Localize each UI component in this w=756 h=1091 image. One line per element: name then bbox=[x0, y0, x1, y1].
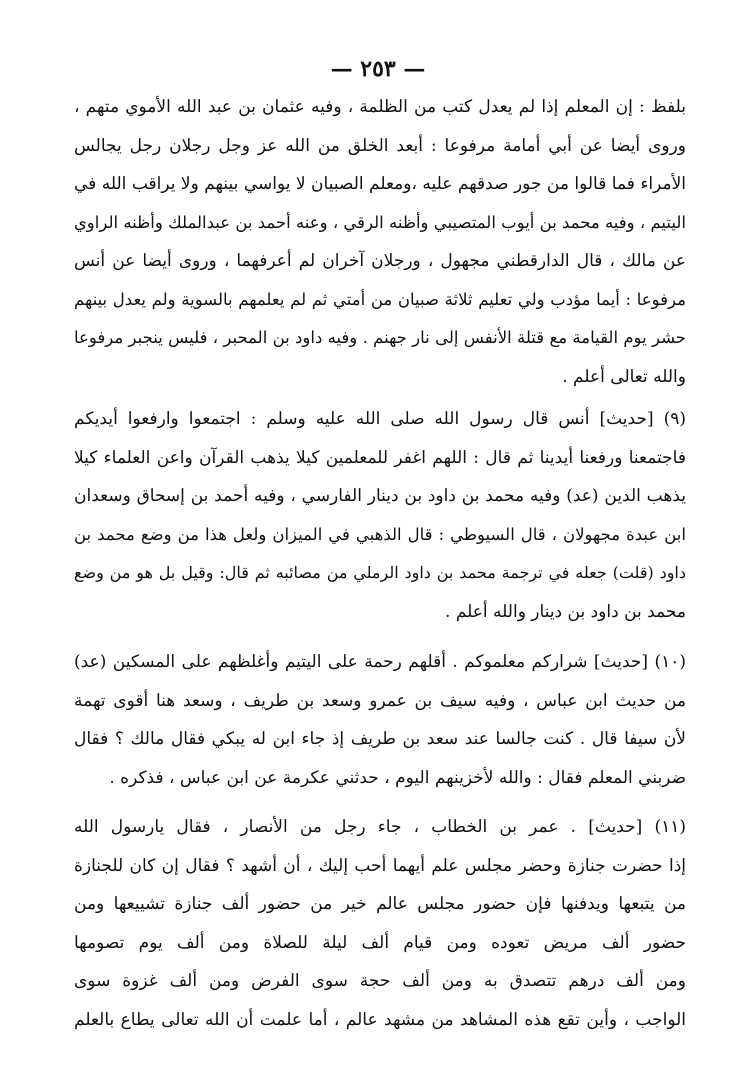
text-line: يذهب الدين (عد) وفيه محمد بن داود بن دينار الفارسي ، وفيه أحمد بن إسحاق وسعدان bbox=[74, 486, 686, 506]
text-line: (١٠) [حديث] شراركم معلموكم . أقلهم رحمة على اليتيم وأغلظهم على المسكين (عد) bbox=[74, 652, 686, 672]
paragraph bbox=[74, 400, 686, 631]
text-line: ابن عبدة مجهولان ، قال السيوطي : قال الذهبي في الميزان ولعل هذا من وضع محمد بن bbox=[74, 524, 686, 544]
text-line: الواجب ، وأين تقع هذه المشاهد من مشهد عالم ، أما علمت أن الله تعالى يطاع بالعلم bbox=[74, 1009, 686, 1030]
text-line: مرفوعا : أيما مؤدب ولي تعليم ثلاثة صبيان من أمتي ثم لم يعلمهم بالسوية ولم يعدل بينهم bbox=[74, 289, 686, 309]
text-line: حضور ألف مريض تعوده ومن قيام ألف ليلة للصلاة ومن ألف يوم تصومها bbox=[74, 932, 686, 953]
text-line: من يتبعها ويدفنها فإن حضور مجلس عالم خير من حضور ألف جنازة تشييعها ومن bbox=[74, 894, 686, 914]
text-line: محمد بن داود بن دينار والله أعلم . bbox=[445, 601, 686, 622]
text-line: ومن ألف درهم تتصدق به ومن ألف حجة سوى الفرض ومن ألف غزوة سوى bbox=[74, 971, 686, 991]
text-line: من حديث ابن عباس ، وفيه سيف بن عمرو وسعد بن طريف ، وسعد هنا أقوى تهمة bbox=[74, 690, 686, 711]
text-line: (١١) [حديث] . عمر بن الخطاب ، جاء رجل من الأنصار ، فقال يارسول الله bbox=[74, 817, 686, 837]
text-line: اليتيم ، وفيه محمد بن أيوب المتصيبي وأظنه الرقي ، وعنه أحمد بن عبدالملك وأظنه الراوي bbox=[74, 212, 686, 232]
text-line: فاجتمعنا ورفعنا أيدينا ثم قال : اللهم اغفر للمعلمين كيلا يذهب القرآن واعن العلماء كيلا bbox=[74, 447, 686, 468]
text-line: (٩) [حديث] أنس قال رسول الله صلى الله عليه وسلم : اجتمعوا وارفعوا أيديكم bbox=[74, 409, 686, 429]
text-line: الأمراء فما قالوا من جور صدقهم عليه ،ومعلم الصبيان لا يواسي بينهم ولا يراقب الله في bbox=[74, 174, 686, 194]
paragraph bbox=[74, 808, 686, 1039]
text-line: عن مالك ، قال الدارقطني مجهول ، ورجلان آخران لم أعرفهما ، وروى أيضا عن أنس bbox=[74, 251, 686, 271]
text-line: إذا حضرت جنازة وحضر مجلس علم أيهما أحب إليك ، أن أشهد ؟ فقال إن كان للجنازة bbox=[74, 855, 686, 876]
text-line: حشر يوم القيامة مع قتلة الأنفس إلى نار جهنم . وفيه داود بن المحبر ، فليس ينجبر مرفوعا bbox=[74, 328, 686, 347]
text-line: ضربني المعلم فقال : والله لأخزينهم اليوم ، حدثني عكرمة عن ابن عباس ، فذكره . bbox=[109, 767, 686, 788]
text-line: وروى أيضا عن أبي أمامة مرفوعا : أبعد الخلق من الله عز وجل رجلان رجل يجالس bbox=[74, 135, 686, 156]
text-line: بلفظ : إن المعلم إذا لم يعدل كتب من الظلمة ، وفيه عثمان بن عبد الله الأموي متهم ، bbox=[74, 97, 686, 117]
text-line: لأن سيفا قال . كنت جالسا عند سعد بن طريف إذ جاء ابن له يبكي فقال مالك ؟ فقال bbox=[74, 729, 686, 749]
text-line: داود (قلت) جعله في ترجمة محمد بن داود الرملي من مصائبه ثم قال: وقيل بل هو من وضع bbox=[74, 563, 686, 582]
paragraph bbox=[74, 643, 686, 797]
page-number: — ٢٥٣ — bbox=[330, 56, 426, 82]
text-line: والله تعالى أعلم . bbox=[562, 366, 686, 387]
paragraph bbox=[74, 88, 686, 396]
